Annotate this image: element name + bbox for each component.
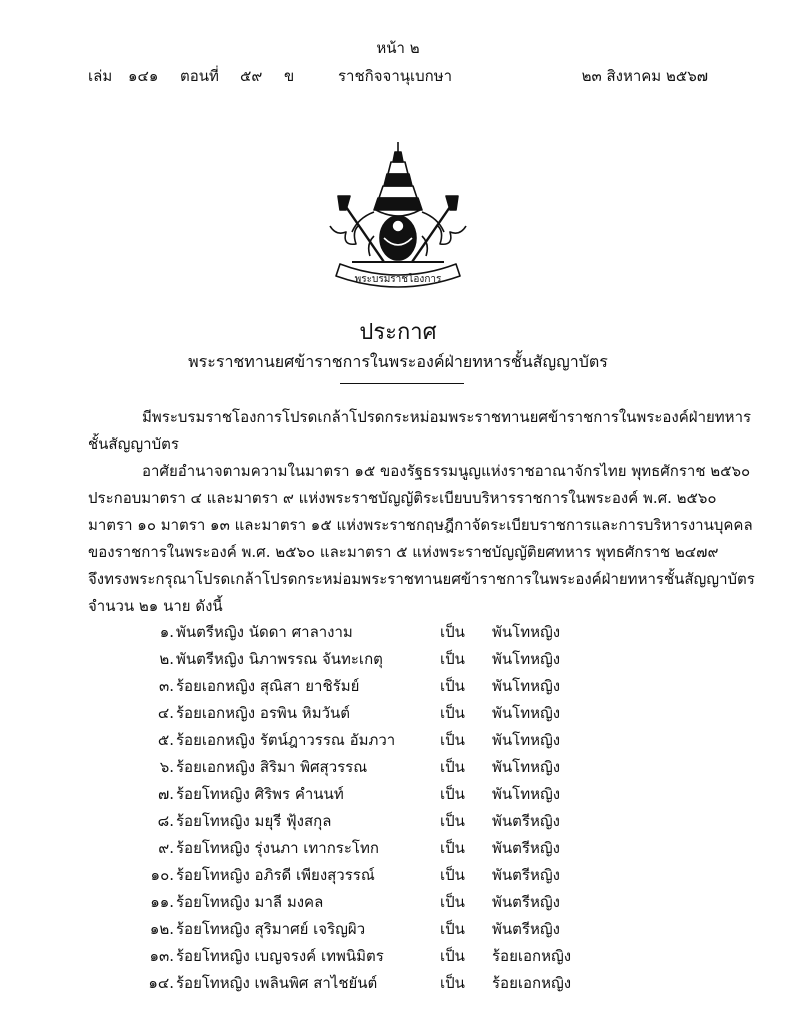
be-word: เป็น xyxy=(440,974,465,992)
new-rank: พันโทหญิง xyxy=(492,785,561,803)
list-item xyxy=(0,674,796,701)
section-label: ตอนที่ xyxy=(180,67,219,85)
paragraph-1-line: ชั้นสัญญาบัตร xyxy=(88,435,179,453)
paragraph-2-line: จึงทรงพระกรุณาโปรดเกล้าโปรดกระหม่อมพระราชทานยศข้าราชการในพระองค์ฝ่ายทหารชั้นสัญญาบัตร xyxy=(88,570,755,588)
list-item xyxy=(0,890,796,917)
person-name: ร้อยโทหญิง รุ่งนภา เทากระโทก xyxy=(176,839,379,857)
paragraph-2-line: มาตรา ๑๐ มาตรา ๑๓ และมาตรา ๑๕ แห่งพระราชกฤษฎีกาจัดระเบียบราชการและการบริหารงานบุคคล xyxy=(88,516,753,534)
be-word: เป็น xyxy=(440,650,465,668)
list-item xyxy=(0,809,796,836)
item-number: ๒. xyxy=(159,650,174,668)
list-item xyxy=(0,755,796,782)
new-rank: พันโทหญิง xyxy=(492,731,561,749)
new-rank: พันตรีหญิง xyxy=(492,839,560,857)
person-name: พันตรีหญิง นัดดา ศาลางาม xyxy=(176,623,353,641)
be-word: เป็น xyxy=(440,758,465,776)
person-name: ร้อยโทหญิง เบญจรงค์ เทพนิมิตร xyxy=(176,947,384,965)
new-rank: พันตรีหญิง xyxy=(492,866,560,884)
person-name: ร้อยเอกหญิง สิริมา พิศสุวรรณ xyxy=(176,758,368,776)
list-item xyxy=(0,917,796,944)
list-item xyxy=(0,782,796,809)
paragraph-2 xyxy=(88,458,755,620)
section-number: ๕๙ xyxy=(240,67,263,85)
item-number: ๑๐. xyxy=(150,866,174,884)
gazette-name: ราชกิจจานุเบกษา xyxy=(338,67,453,85)
list-item xyxy=(0,971,796,998)
title-divider xyxy=(340,383,464,384)
item-number: ๕. xyxy=(157,731,174,749)
item-number: ๓. xyxy=(158,677,174,695)
document-subtitle: พระราชทานยศข้าราชการในพระองค์ฝ่ายทหารชั้นสัญญาบัตร xyxy=(188,352,608,371)
person-name: ร้อยโทหญิง มยุรี ฟุ้งสกุล xyxy=(176,812,332,830)
new-rank: ร้อยเอกหญิง xyxy=(492,947,572,965)
paragraph-2-line: ของราชการในพระองค์ พ.ศ. ๒๕๖๐ และมาตรา ๕ แห่งพระราชบัญญัติยศทหาร พุทธศักราช ๒๔๗๙ xyxy=(88,543,719,561)
be-word: เป็น xyxy=(440,704,465,722)
list-item xyxy=(0,647,796,674)
be-word: เป็น xyxy=(440,812,465,830)
paragraph-1 xyxy=(88,404,752,458)
volume-label: เล่ม xyxy=(88,67,113,85)
paragraph-2-line: อาศัยอำนาจตามความในมาตรา ๑๕ ของรัฐธรรมนูญแห่งราชอาณาจักรไทย พุทธศักราช ๒๕๖๐ xyxy=(142,462,751,480)
list-item xyxy=(0,728,796,755)
document-title: ประกาศ xyxy=(359,320,437,345)
item-number: ๘. xyxy=(157,812,174,830)
emblem-banner-text: พระบรมราชโองการ xyxy=(354,274,442,285)
new-rank: พันตรีหญิง xyxy=(492,893,560,911)
volume-number: ๑๔๑ xyxy=(128,67,159,85)
be-word: เป็น xyxy=(440,947,465,965)
new-rank: พันโทหญิง xyxy=(492,677,561,695)
list-item xyxy=(0,863,796,890)
new-rank: พันตรีหญิง xyxy=(492,920,560,938)
new-rank: พันตรีหญิง xyxy=(492,812,560,830)
item-number: ๑. xyxy=(159,623,174,641)
list-item xyxy=(0,944,796,971)
new-rank: พันโทหญิง xyxy=(492,650,561,668)
be-word: เป็น xyxy=(440,866,465,884)
item-number: ๑๑. xyxy=(150,893,174,911)
item-number: ๙. xyxy=(158,839,174,857)
item-number: ๔. xyxy=(157,704,174,722)
new-rank: พันโทหญิง xyxy=(492,758,561,776)
be-word: เป็น xyxy=(440,623,465,641)
paragraph-2-line: ประกอบมาตรา ๔ และมาตรา ๙ แห่งพระราชบัญญัติระเบียบบริหารราชการในพระองค์ พ.ศ. ๒๕๖๐ xyxy=(88,489,717,507)
paragraph-2-line: จำนวน ๒๑ นาย ดังนี้ xyxy=(88,597,223,615)
be-word: เป็น xyxy=(440,731,465,749)
person-name: พันตรีหญิง นิภาพรรณ จันทะเกตุ xyxy=(176,650,383,668)
person-name: ร้อยโทหญิง มาลี มงคล xyxy=(176,893,324,911)
part-letter: ข xyxy=(284,67,295,85)
be-word: เป็น xyxy=(440,839,465,857)
publication-date: ๒๓ สิงหาคม ๒๕๖๗ xyxy=(581,67,708,85)
person-name: ร้อยเอกหญิง อรพิน หิมวันต์ xyxy=(176,704,351,722)
list-item xyxy=(0,620,796,647)
list-item xyxy=(0,836,796,863)
person-name: ร้อยโทหญิง เพลินพิศ สาไชยันต์ xyxy=(176,974,378,992)
be-word: เป็น xyxy=(440,920,465,938)
paragraph-1-line: มีพระบรมราชโองการโปรดเกล้าโปรดกระหม่อมพระราชทานยศข้าราชการในพระองค์ฝ่ายทหาร xyxy=(142,408,752,426)
item-number: ๑๓. xyxy=(149,947,174,965)
gazette-header xyxy=(88,64,708,86)
item-number: ๑๒. xyxy=(149,920,174,938)
person-name: ร้อยเอกหญิง รัตน์ฎาวรรณ อัมภวา xyxy=(176,731,396,749)
person-name: ร้อยโทหญิง ศิริพร คำนนท์ xyxy=(176,785,344,803)
new-rank: พันโทหญิง xyxy=(492,704,561,722)
person-name: ร้อยเอกหญิง สุณิสา ยาชิรัมย์ xyxy=(176,677,360,695)
item-number: ๗. xyxy=(157,785,174,803)
new-rank: ร้อยเอกหญิง xyxy=(492,974,572,992)
be-word: เป็น xyxy=(440,893,465,911)
page-number: หน้า ๒ xyxy=(376,39,420,57)
royal-emblem-icon xyxy=(322,140,474,290)
list-item xyxy=(0,701,796,728)
be-word: เป็น xyxy=(440,785,465,803)
be-word: เป็น xyxy=(440,677,465,695)
item-number: ๑๔. xyxy=(148,974,174,992)
person-name: ร้อยโทหญิง สุริมาศย์ เจริญผิว xyxy=(176,920,366,938)
new-rank: พันโทหญิง xyxy=(492,623,561,641)
person-name: ร้อยโทหญิง อภิรดี เพียงสุวรรณ์ xyxy=(176,866,375,884)
item-number: ๖. xyxy=(159,758,174,776)
